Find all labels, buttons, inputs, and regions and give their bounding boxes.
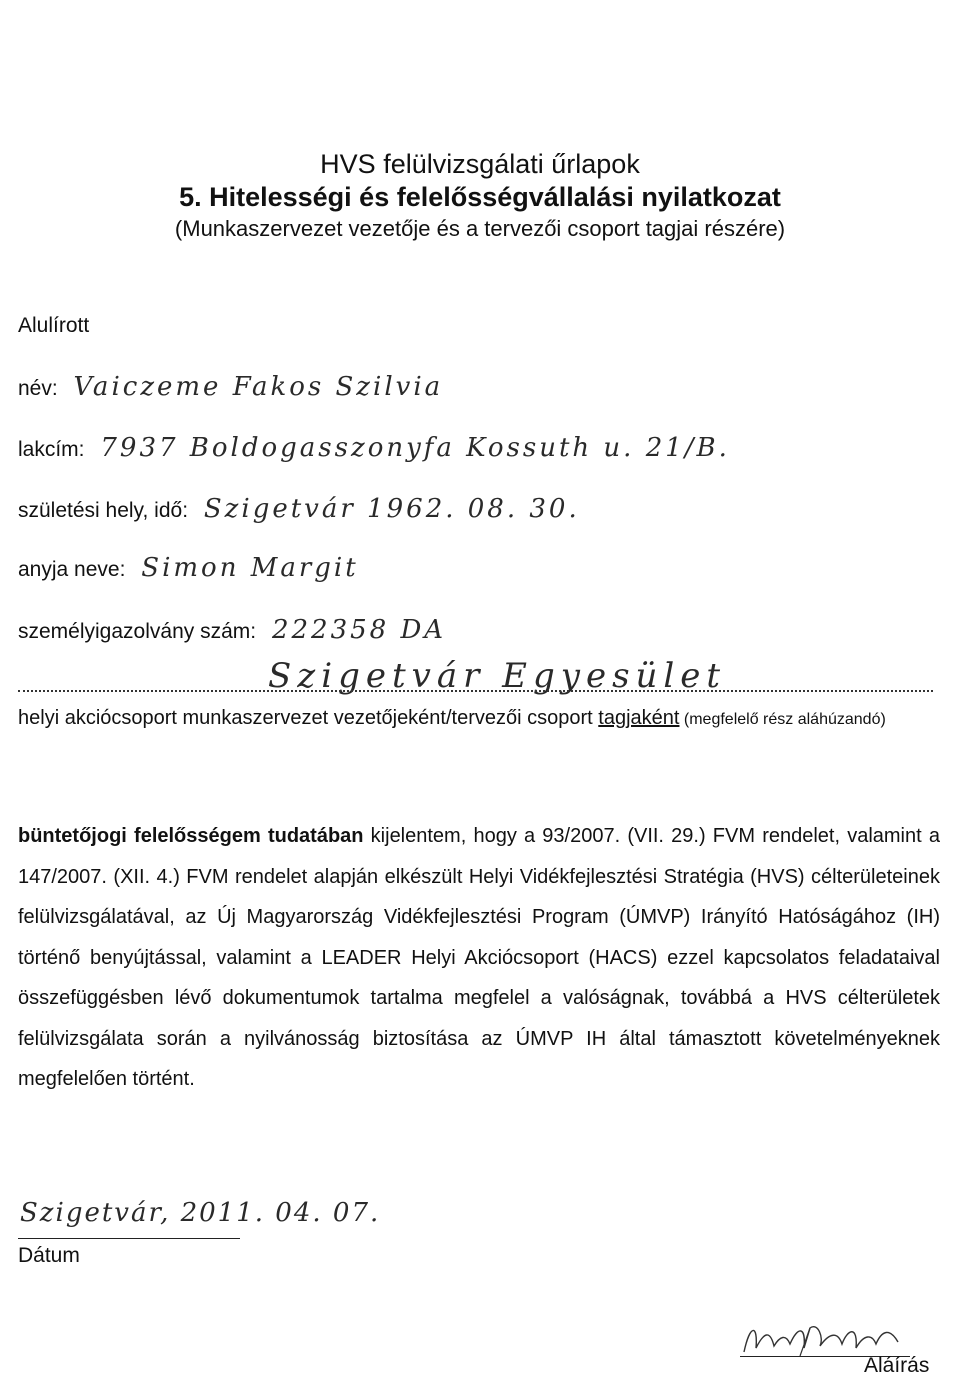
role-text-note: (megfelelő rész aláhúzandó): [679, 711, 886, 728]
declaration-bold-lead: büntetőjogi felelősségem tudatában: [18, 825, 364, 847]
field-address-label: lakcím:: [18, 438, 85, 461]
field-mother-name: [18, 553, 359, 583]
signature-label: Aláírás: [864, 1354, 930, 1377]
role-dotted-line: [18, 690, 933, 692]
declaration-text: kijelentem, hogy a 93/2007. (VII. 29.) FVM rendelet, valamint a 147/2007. (XII. 4.) FVM rendelet alapján elkészült Helyi Vidékfejlesztési Stratégia (HVS) célterületeinek felülvizsgálatával, az Új Magyarország Vidékfejlesztési Program (ÚMVP) Irányító Hatóságához (IH) történő benyújtással, valamint a LEADER Helyi Akciócsoport (HACS) ezzel kapcsolatos feladataival összefüggésben lévő dokumentumok tartalma megfelel a valóságnak, továbbá a HVS célterületek felülvizsgálata során a nyilvánosság biztosítása az ÚMVP IH által támasztott követelményeknek megfelelően történt.: [18, 825, 940, 1090]
intro-text: Alulírott: [18, 314, 90, 337]
document-title: HVS felülvizsgálati űrlapok: [320, 149, 640, 179]
document-header: [0, 148, 960, 244]
role-text-pre: helyi akciócsoport munkaszervezet vezetőjeként/tervezői csoport: [18, 707, 599, 729]
role-organization-value: Szigetvár Egyesület: [268, 656, 727, 696]
field-id-number: [18, 615, 446, 645]
declaration-body: [18, 816, 940, 1100]
field-birth-label: születési hely, idő:: [18, 499, 189, 522]
field-mother-name-value: Simon Margit: [141, 553, 359, 583]
role-text-underlined: tagjaként: [598, 707, 680, 729]
date-line: [18, 1238, 240, 1239]
field-id-number-value: 222358 DA: [271, 615, 447, 645]
role-statement: [18, 706, 943, 732]
field-name-label: név:: [18, 377, 58, 400]
field-id-number-label: személyigazolvány szám:: [18, 620, 257, 643]
field-birth-value: Szigetvár 1962. 08. 30.: [203, 494, 580, 524]
document-subtitle: 5. Hitelességi és felelősségvállalási nyilatkozat: [179, 182, 781, 212]
field-name-value: Vaiczeme Fakos Szilvia: [73, 372, 444, 402]
date-label: Dátum: [18, 1244, 80, 1267]
field-address-value: 7937 Boldogasszonyfa Kossuth u. 21/B.: [100, 433, 730, 463]
field-mother-name-label: anyja neve:: [18, 558, 126, 581]
field-birth: [18, 494, 580, 524]
date-value: Szigetvár, 2011. 04. 07.: [20, 1198, 381, 1228]
field-address: [18, 433, 730, 463]
document-note: (Munkaszervezet vezetője és a tervezői csoport tagjai részére): [174, 216, 786, 241]
signature-scribble: [740, 1318, 910, 1358]
field-name: [18, 372, 443, 402]
